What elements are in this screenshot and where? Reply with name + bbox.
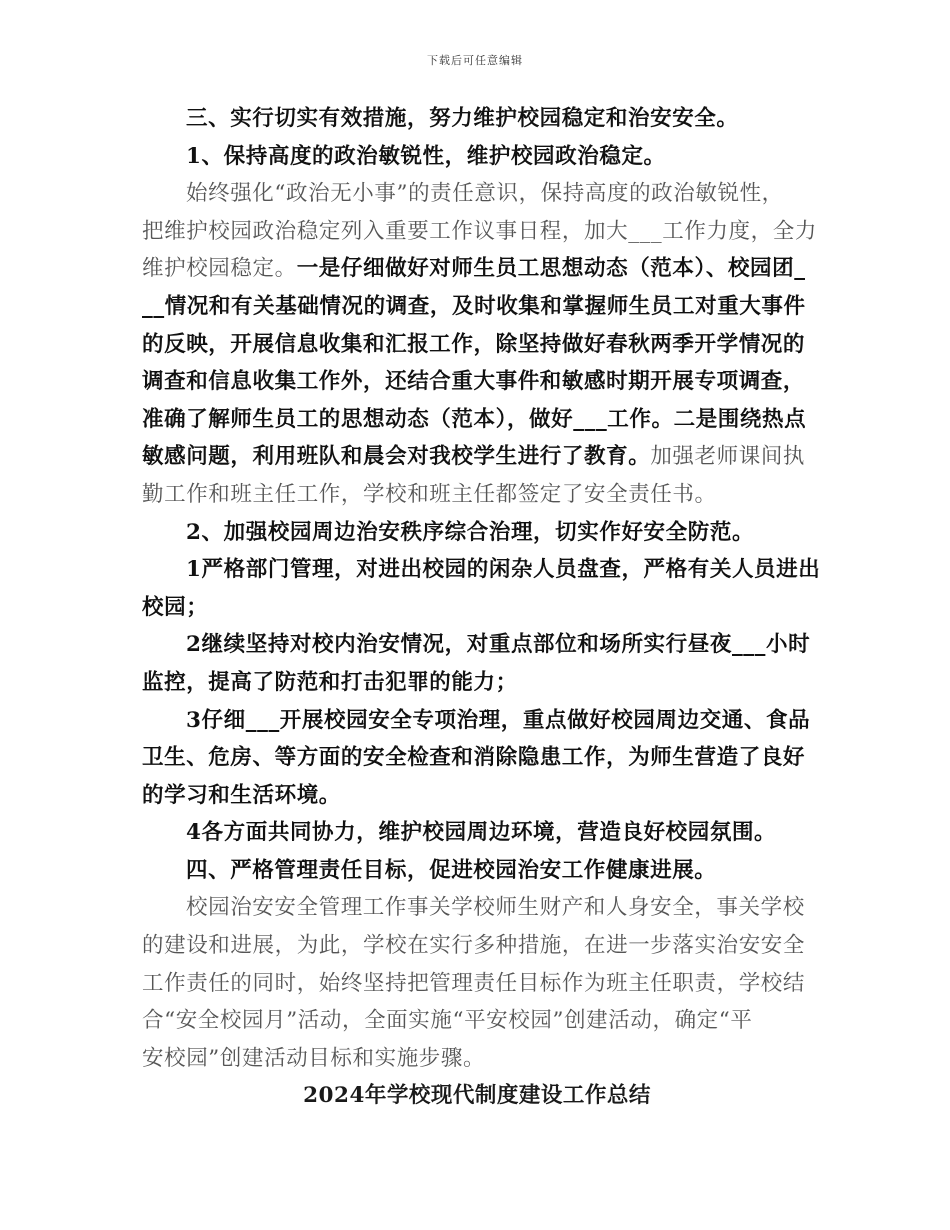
section-heading-3: 三、实行切实有效措施，努力维护校园稳定和治安安全。 [186, 106, 739, 131]
paragraph-line: __情况和有关基础情况的调查，及时收集和掌握师生员工对重大事件 [142, 293, 806, 319]
paragraph-line: 敏感问题，利用班队和晨会对我校学生进行了教育。加强老师课间执 [142, 444, 806, 470]
paragraph-line: 维护校园稳定。一是仔细做好对师生员工思想动态（范本）、校园团_ [142, 256, 806, 282]
list-item-3-cont: 卫生、危房、等方面的安全检查和消除隐患工作，为师生营造了良好 [142, 745, 806, 771]
list-item-1-cont: 校园； [142, 594, 209, 620]
list-item-3: 3仔细___开展校园安全专项治理，重点做好校园周边交通、食品 [186, 707, 811, 733]
paragraph-line: 合“安全校园月”活动，全面实施“平安校园”创建活动，确定“平 [142, 1008, 753, 1034]
list-item-3-cont: 的学习和生活环境。 [142, 782, 341, 808]
paragraph-line: 勤工作和班主任工作，学校和班主任都签定了安全责任书。 [142, 481, 717, 507]
paragraph-line: 始终强化“政治无小事”的责任意识，保持高度的政治敏锐性， [186, 181, 784, 207]
page-header-note: 下载后可任意编辑 [427, 54, 523, 67]
list-item-4: 4各方面共同协力，维护校园周边环境，营造良好校园氛围。 [186, 820, 777, 846]
paragraph-line: 工作责任的同时，始终坚持把管理责任目标作为班主任职责，学校结 [142, 970, 806, 996]
paragraph-line: 的反映，开展信息收集和汇报工作，除坚持做好春秋两季开学情况的 [142, 331, 806, 357]
document-body [142, 100, 821, 1115]
list-item-2: 2继续坚持对校内治安情况，对重点部位和场所实行昼夜___小时 [186, 632, 811, 658]
list-item-2-cont: 监控，提高了防范和打击犯罪的能力； [142, 669, 518, 695]
paragraph-line: 安校园”创建活动目标和实施步骤。 [142, 1045, 486, 1071]
paragraph-line: 准确了解师生员工的思想动态（范本），做好___工作。二是围绕热点 [142, 406, 807, 432]
list-item-1: 1严格部门管理，对进出校园的闲杂人员盘查，严格有关人员进出 [186, 557, 821, 583]
next-document-title: 2024年学校现代制度建设工作总结 [303, 1083, 651, 1109]
paragraph-line: 的建设和进展，为此，学校在实行多种措施，在进一步落实治安安全 [142, 933, 806, 959]
subheading-2: 2、加强校园周边治安秩序综合治理，切实作好安全防范。 [186, 519, 755, 545]
paragraph-line: 校园治安安全管理工作事关学校师生财产和人身安全，事关学校 [186, 895, 805, 921]
paragraph-line: 把维护校园政治稳定列入重要工作议事日程，加大___工作力度，全力 [142, 218, 817, 244]
subheading-1: 1、保持高度的政治敏锐性，维护校园政治稳定。 [186, 143, 666, 169]
section-heading-4: 四、严格管理责任目标，促进校园治安工作健康进展。 [186, 857, 717, 883]
paragraph-line: 调查和信息收集工作外，还结合重大事件和敏感时期开展专项调查， [142, 369, 806, 395]
